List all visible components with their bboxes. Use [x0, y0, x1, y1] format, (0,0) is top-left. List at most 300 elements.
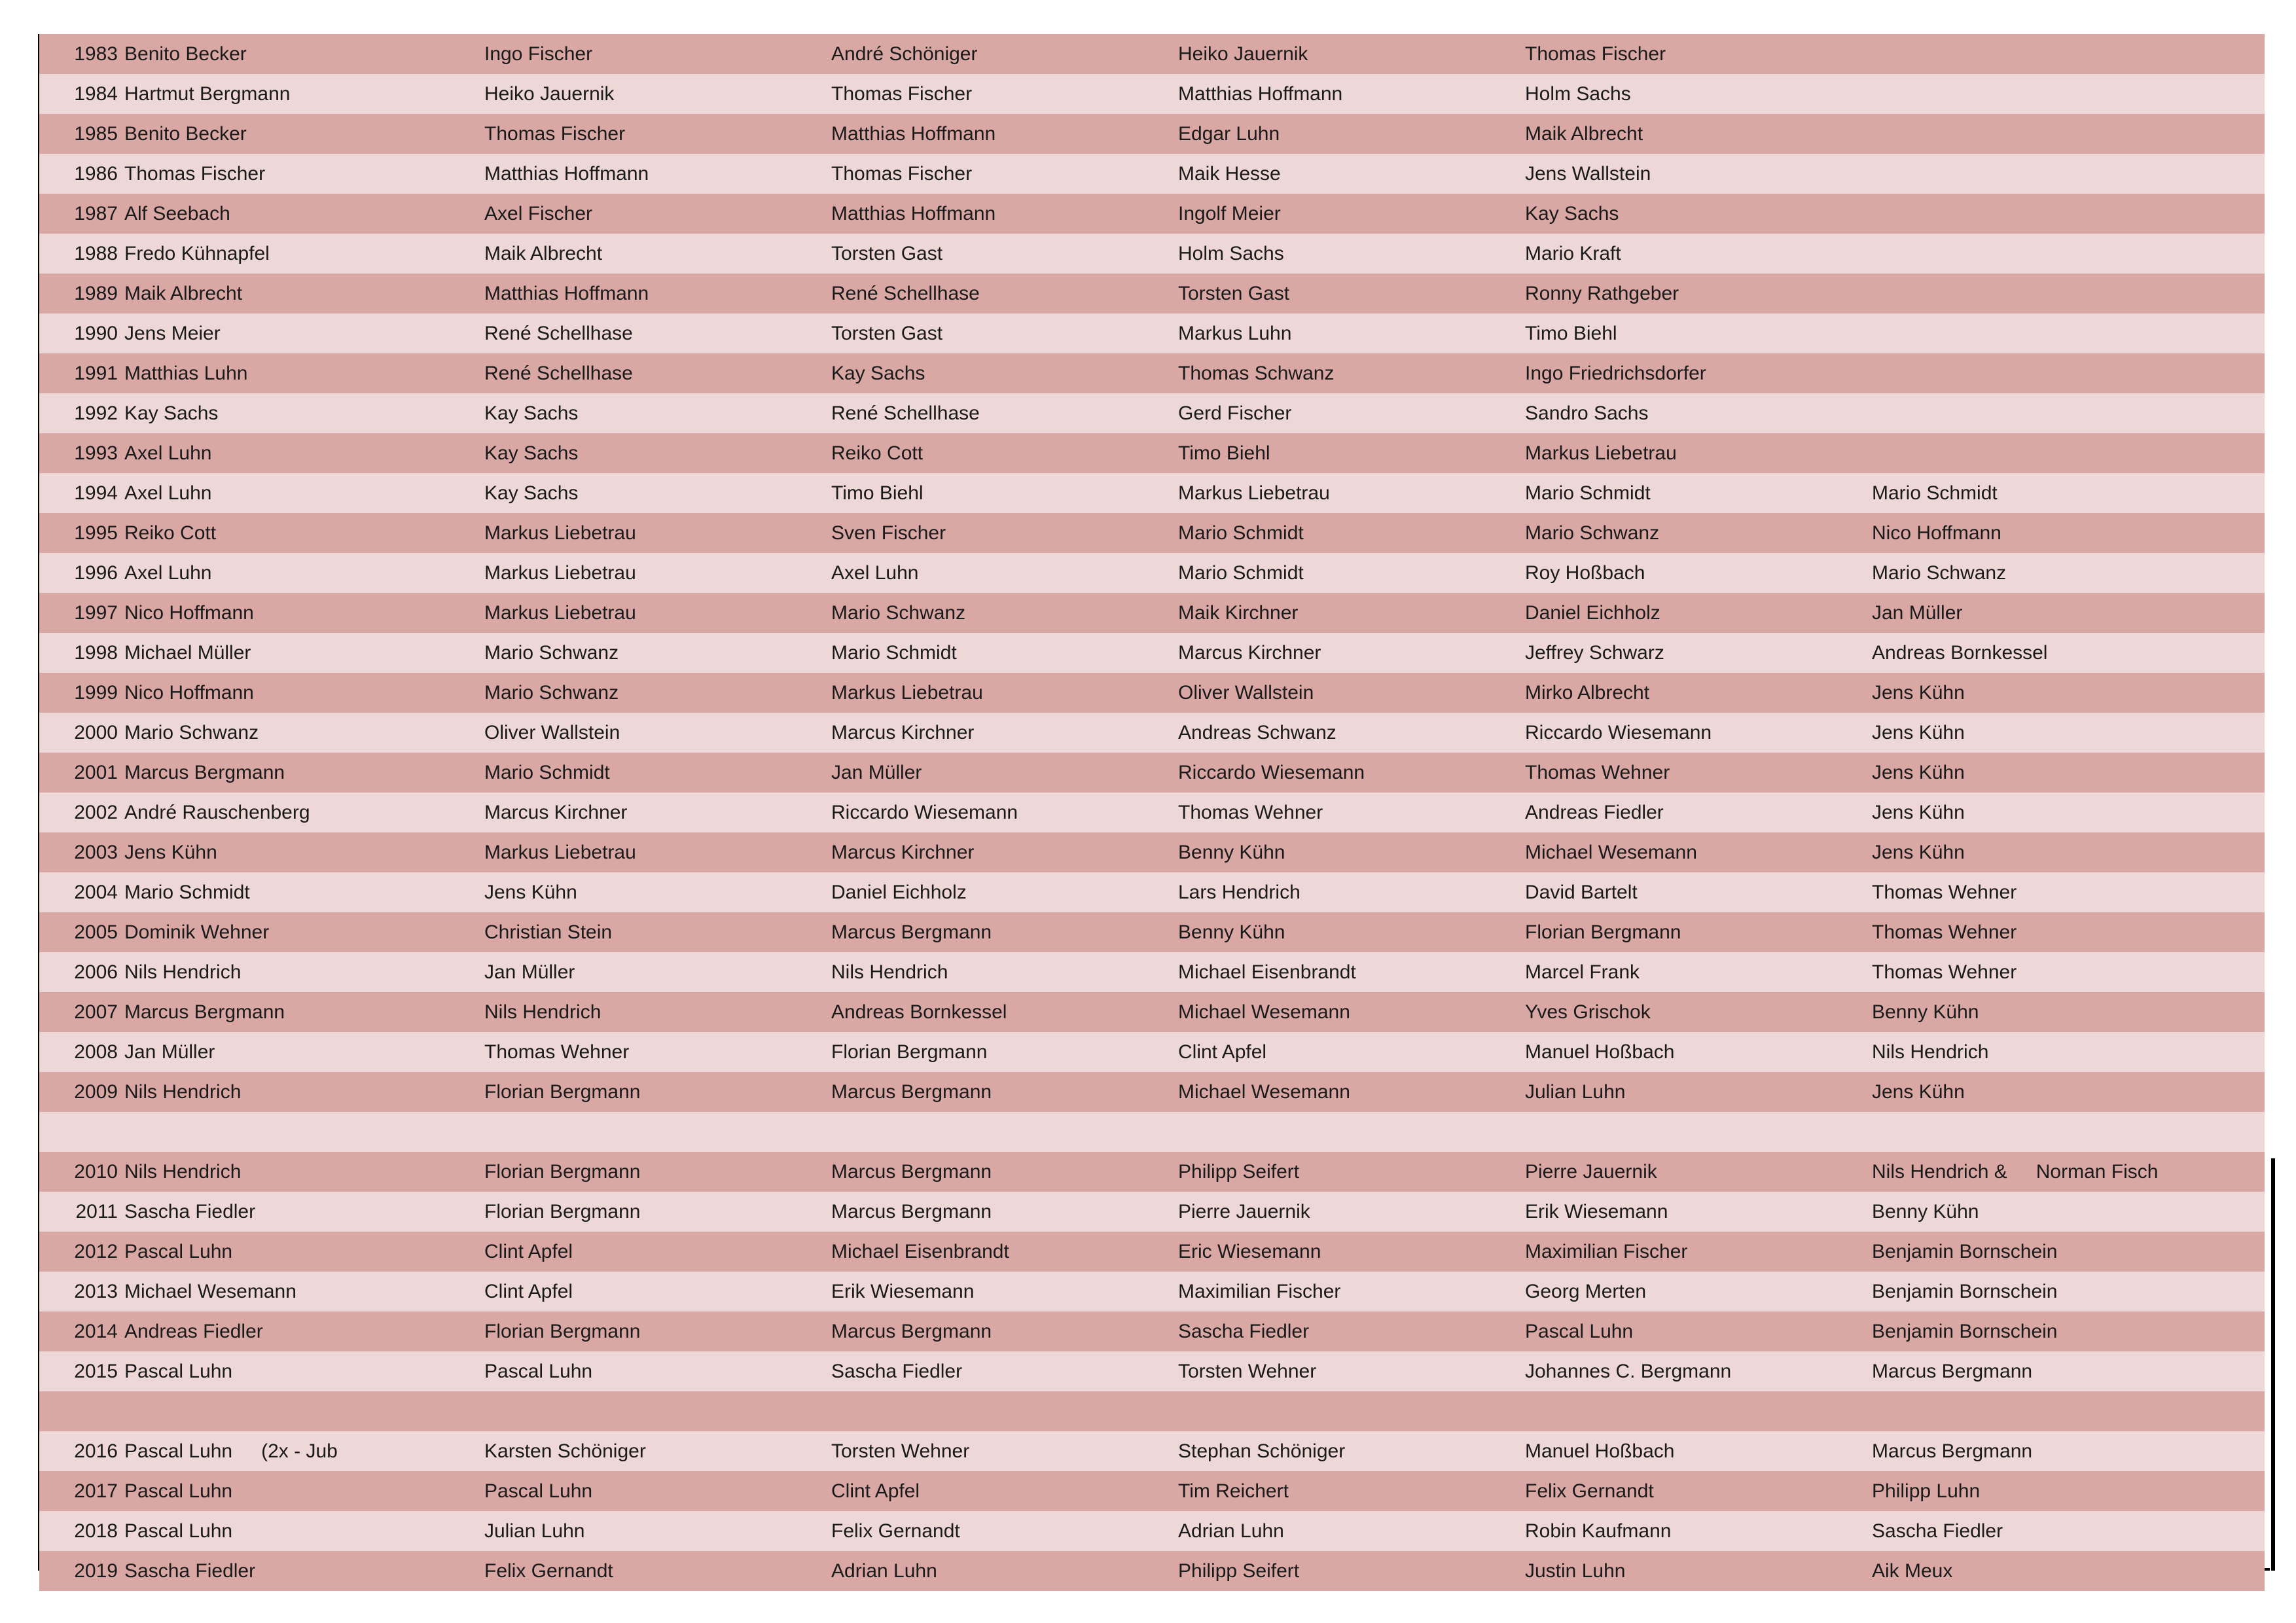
- cell-place-4: Markus Liebetrau: [1172, 473, 1518, 513]
- cell-place-5: Felix Gernandt: [1518, 1471, 1865, 1511]
- cell-place-1: Axel Luhn: [118, 553, 478, 593]
- cell-place-1: Nils Hendrich: [118, 1072, 478, 1112]
- results-table: [39, 34, 2265, 1591]
- cell-place-5: Mario Schmidt: [1518, 473, 1865, 513]
- cell-place-6: Jens Kühn: [1865, 673, 2265, 713]
- cell-place-5: David Bartelt: [1518, 872, 1865, 912]
- cell-place-1: Axel Luhn: [118, 433, 478, 473]
- cell-year: 1983: [39, 34, 118, 74]
- cell-place-4: Clint Apfel: [1172, 1032, 1518, 1072]
- table-row: [39, 633, 2265, 673]
- cell-place-4: Andreas Schwanz: [1172, 713, 1518, 753]
- table-row: [39, 274, 2265, 313]
- cell-place-6: Nico Hoffmann: [1865, 513, 2265, 553]
- cell-place-4: Edgar Luhn: [1172, 114, 1518, 154]
- cell-place-2: Pascal Luhn: [478, 1351, 825, 1391]
- cell-place-3: Kay Sachs: [825, 353, 1172, 393]
- cell-place-2: Florian Bergmann: [478, 1072, 825, 1112]
- table-row: [39, 234, 2265, 274]
- cell-place-3: Riccardo Wiesemann: [825, 793, 1172, 832]
- cell-place-4: Philipp Seifert: [1172, 1551, 1518, 1591]
- cell-place-3: Torsten Gast: [825, 313, 1172, 353]
- table-row: [39, 34, 2265, 74]
- cell-place-5: Mario Kraft: [1518, 234, 1865, 274]
- cell-place-5: Michael Wesemann: [1518, 832, 1865, 872]
- cell-place-3: Marcus Bergmann: [825, 1152, 1172, 1192]
- cell-place-1: Pascal Luhn: [118, 1232, 478, 1272]
- table-row: [39, 1351, 2265, 1391]
- results-table-container: [39, 34, 2265, 1591]
- cell-place-2: Kay Sachs: [478, 393, 825, 433]
- cell-place-5: Georg Merten: [1518, 1272, 1865, 1311]
- cell-place-6: Benny Kühn: [1865, 1192, 2265, 1232]
- cell-place-4: Sascha Fiedler: [1172, 1311, 1518, 1351]
- cell-place-1: Pascal Luhn: [118, 1511, 478, 1551]
- cell-place-4: Maximilian Fischer: [1172, 1272, 1518, 1311]
- cell-place-6: Aik Meux: [1865, 1551, 2265, 1591]
- table-row: [39, 952, 2265, 992]
- cell-place-3: Nils Hendrich: [825, 952, 1172, 992]
- cell-place-1: Benito Becker: [118, 34, 478, 74]
- cell-place-3: René Schellhase: [825, 393, 1172, 433]
- table-row: [39, 313, 2265, 353]
- cell-year: 2009: [39, 1072, 118, 1112]
- cell-place-2: Nils Hendrich: [478, 992, 825, 1032]
- cell-place-5: Riccardo Wiesemann: [1518, 713, 1865, 753]
- cell-place-2: Maik Albrecht: [478, 234, 825, 274]
- cell-place-3: Clint Apfel: [825, 1471, 1172, 1511]
- cell-year: 1997: [39, 593, 118, 633]
- cell-place-1: Thomas Fischer: [118, 154, 478, 194]
- cell-place-3: Reiko Cott: [825, 433, 1172, 473]
- table-row: [39, 1272, 2265, 1311]
- cell-year: 1996: [39, 553, 118, 593]
- cell-place-3: Mario Schmidt: [825, 633, 1172, 673]
- cell-place-4: Benny Kühn: [1172, 832, 1518, 872]
- cell-place-5: Kay Sachs: [1518, 194, 1865, 234]
- cell-place-5: Justin Luhn: [1518, 1551, 1865, 1591]
- cell-place-2: Christian Stein: [478, 912, 825, 952]
- cell-place-2: Florian Bergmann: [478, 1192, 825, 1232]
- cell-place-5: Roy Hoßbach: [1518, 553, 1865, 593]
- results-table-body: [39, 34, 2265, 1591]
- cell-place-2: [478, 1391, 825, 1431]
- cell-place-2: Florian Bergmann: [478, 1152, 825, 1192]
- cell-place-2: Markus Liebetrau: [478, 832, 825, 872]
- cell-place-1: Dominik Wehner: [118, 912, 478, 952]
- cell-place-5: Andreas Fiedler: [1518, 793, 1865, 832]
- cell-place-6: Jens Kühn: [1865, 753, 2265, 793]
- cell-place-3: Matthias Hoffmann: [825, 114, 1172, 154]
- cell-place-1: Nico Hoffmann: [118, 673, 478, 713]
- cell-place-3: Felix Gernandt: [825, 1511, 1172, 1551]
- cell-place-1: Sascha Fiedler: [118, 1551, 478, 1591]
- cell-place-1: Kay Sachs: [118, 393, 478, 433]
- table-row: [39, 1152, 2265, 1192]
- cell-place-6: [1865, 114, 2265, 154]
- table-row: [39, 992, 2265, 1032]
- cell-place-5: Maik Albrecht: [1518, 114, 1865, 154]
- cell-place-2: Oliver Wallstein: [478, 713, 825, 753]
- cell-place-4: Gerd Fischer: [1172, 393, 1518, 433]
- cell-place-1: Nils Hendrich: [118, 1152, 478, 1192]
- cell-year: 2015: [39, 1351, 118, 1391]
- cell-place-6: [1865, 234, 2265, 274]
- cell-place-6: Marcus Bergmann: [1865, 1431, 2265, 1471]
- cell-place-5: Holm Sachs: [1518, 74, 1865, 114]
- cell-place-5: Thomas Fischer: [1518, 34, 1865, 74]
- cell-place-6: Philipp Luhn: [1865, 1471, 2265, 1511]
- table-row: [39, 353, 2265, 393]
- cell-place-5: Julian Luhn: [1518, 1072, 1865, 1112]
- cell-place-3: Marcus Bergmann: [825, 912, 1172, 952]
- cell-year: 2010: [39, 1152, 118, 1192]
- cell-place-2: René Schellhase: [478, 313, 825, 353]
- cell-place-1: Pascal Luhn (2x - Jub: [118, 1431, 478, 1471]
- cell-place-2: Clint Apfel: [478, 1272, 825, 1311]
- cell-place-2: Ingo Fischer: [478, 34, 825, 74]
- cell-place-6: [1865, 393, 2265, 433]
- table-row: [39, 753, 2265, 793]
- cell-place-2: Mario Schmidt: [478, 753, 825, 793]
- cell-place-2: Julian Luhn: [478, 1511, 825, 1551]
- cell-place-3: Florian Bergmann: [825, 1032, 1172, 1072]
- cell-place-4: Michael Eisenbrandt: [1172, 952, 1518, 992]
- cell-year: 2005: [39, 912, 118, 952]
- cell-place-5: Daniel Eichholz: [1518, 593, 1865, 633]
- cell-place-1: Michael Wesemann: [118, 1272, 478, 1311]
- cell-place-6: Nils Hendrich & Norman Fisch: [1865, 1152, 2265, 1192]
- cell-year: 1992: [39, 393, 118, 433]
- cell-place-4: Stephan Schöniger: [1172, 1431, 1518, 1471]
- cell-place-4: Michael Wesemann: [1172, 992, 1518, 1032]
- cell-place-1: [118, 1112, 478, 1152]
- cell-place-4: Philipp Seifert: [1172, 1152, 1518, 1192]
- table-row: [39, 473, 2265, 513]
- cell-place-5: Ingo Friedrichsdorfer: [1518, 353, 1865, 393]
- cell-year: 2002: [39, 793, 118, 832]
- cell-place-1: Benito Becker: [118, 114, 478, 154]
- cell-place-6: [1865, 34, 2265, 74]
- cell-place-2: Kay Sachs: [478, 473, 825, 513]
- cell-place-5: Yves Grischok: [1518, 992, 1865, 1032]
- cell-year: 2008: [39, 1032, 118, 1072]
- cell-year: 1986: [39, 154, 118, 194]
- cell-place-2: René Schellhase: [478, 353, 825, 393]
- cell-place-2: Matthias Hoffmann: [478, 274, 825, 313]
- cell-place-6: [1865, 313, 2265, 353]
- cell-place-1: Axel Luhn: [118, 473, 478, 513]
- cell-place-2: Clint Apfel: [478, 1232, 825, 1272]
- cell-place-3: Andreas Bornkessel: [825, 992, 1172, 1032]
- cell-place-5: Sandro Sachs: [1518, 393, 1865, 433]
- cell-place-3: Adrian Luhn: [825, 1551, 1172, 1591]
- table-row: [39, 513, 2265, 553]
- cell-place-3: Marcus Bergmann: [825, 1072, 1172, 1112]
- cell-place-2: Kay Sachs: [478, 433, 825, 473]
- cell-place-1: [118, 1391, 478, 1431]
- cell-year: 2007: [39, 992, 118, 1032]
- cell-place-3: Matthias Hoffmann: [825, 194, 1172, 234]
- cell-place-6: Sascha Fiedler: [1865, 1511, 2265, 1551]
- cell-place-5: Jeffrey Schwarz: [1518, 633, 1865, 673]
- cell-place-2: Thomas Wehner: [478, 1032, 825, 1072]
- cell-place-4: Maik Kirchner: [1172, 593, 1518, 633]
- cell-place-4: Lars Hendrich: [1172, 872, 1518, 912]
- cell-year: 2019: [39, 1551, 118, 1591]
- cell-place-4: Thomas Schwanz: [1172, 353, 1518, 393]
- table-row: [39, 433, 2265, 473]
- cell-place-4: [1172, 1391, 1518, 1431]
- cell-place-3: Timo Biehl: [825, 473, 1172, 513]
- cell-place-5: Florian Bergmann: [1518, 912, 1865, 952]
- table-row: [39, 1072, 2265, 1112]
- table-row: [39, 1232, 2265, 1272]
- table-row: [39, 1551, 2265, 1591]
- cell-year: 1987: [39, 194, 118, 234]
- cell-place-2: Mario Schwanz: [478, 673, 825, 713]
- cell-year: 1998: [39, 633, 118, 673]
- cell-place-2: Florian Bergmann: [478, 1311, 825, 1351]
- cell-place-4: Pierre Jauernik: [1172, 1192, 1518, 1232]
- cell-place-5: Pierre Jauernik: [1518, 1152, 1865, 1192]
- cell-place-1: Alf Seebach: [118, 194, 478, 234]
- cell-place-2: Axel Fischer: [478, 194, 825, 234]
- cell-place-6: [1865, 74, 2265, 114]
- cell-place-5: Thomas Wehner: [1518, 753, 1865, 793]
- cell-year: 1990: [39, 313, 118, 353]
- cell-place-3: Torsten Gast: [825, 234, 1172, 274]
- cell-place-6: Benjamin Bornschein: [1865, 1272, 2265, 1311]
- cell-place-6: Mario Schwanz: [1865, 553, 2265, 593]
- cell-place-3: [825, 1112, 1172, 1152]
- cell-place-4: Marcus Kirchner: [1172, 633, 1518, 673]
- table-row: [39, 1112, 2265, 1152]
- cell-place-6: Jens Kühn: [1865, 713, 2265, 753]
- cell-place-6: Thomas Wehner: [1865, 872, 2265, 912]
- cell-place-6: Benjamin Bornschein: [1865, 1311, 2265, 1351]
- cell-place-4: Maik Hesse: [1172, 154, 1518, 194]
- table-row: [39, 553, 2265, 593]
- cell-place-4: Benny Kühn: [1172, 912, 1518, 952]
- table-row: [39, 74, 2265, 114]
- cell-place-4: Tim Reichert: [1172, 1471, 1518, 1511]
- cell-year: 2018: [39, 1511, 118, 1551]
- table-row: [39, 832, 2265, 872]
- table-row: [39, 872, 2265, 912]
- cell-place-4: Thomas Wehner: [1172, 793, 1518, 832]
- cell-place-1: Jens Meier: [118, 313, 478, 353]
- cell-place-3: Marcus Bergmann: [825, 1311, 1172, 1351]
- cell-year: 2016: [39, 1431, 118, 1471]
- cell-year: 2006: [39, 952, 118, 992]
- cell-place-1: Marcus Bergmann: [118, 992, 478, 1032]
- cell-place-3: Thomas Fischer: [825, 154, 1172, 194]
- cell-place-6: Benjamin Bornschein: [1865, 1232, 2265, 1272]
- cell-place-4: Ingolf Meier: [1172, 194, 1518, 234]
- cell-place-2: Matthias Hoffmann: [478, 154, 825, 194]
- cell-place-3: Daniel Eichholz: [825, 872, 1172, 912]
- cell-year: 1985: [39, 114, 118, 154]
- table-row: [39, 713, 2265, 753]
- cell-place-2: [478, 1112, 825, 1152]
- cell-place-6: Marcus Bergmann: [1865, 1351, 2265, 1391]
- cell-place-6: [1865, 154, 2265, 194]
- cell-place-5: Marcel Frank: [1518, 952, 1865, 992]
- cell-place-2: Marcus Kirchner: [478, 793, 825, 832]
- table-row: [39, 393, 2265, 433]
- cell-place-1: Sascha Fiedler: [118, 1192, 478, 1232]
- cell-place-4: Markus Luhn: [1172, 313, 1518, 353]
- cell-place-4: Riccardo Wiesemann: [1172, 753, 1518, 793]
- cell-place-2: Heiko Jauernik: [478, 74, 825, 114]
- cell-place-1: Jan Müller: [118, 1032, 478, 1072]
- cell-place-1: Reiko Cott: [118, 513, 478, 553]
- cell-place-6: Jan Müller: [1865, 593, 2265, 633]
- cell-place-5: Maximilian Fischer: [1518, 1232, 1865, 1272]
- cell-secondary-name: Norman Fisch: [2036, 1160, 2159, 1183]
- cell-note: (2x - Jub: [261, 1440, 338, 1462]
- cell-place-5: Mario Schwanz: [1518, 513, 1865, 553]
- cell-place-2: Markus Liebetrau: [478, 513, 825, 553]
- cell-place-6: [1865, 433, 2265, 473]
- cell-place-5: Robin Kaufmann: [1518, 1511, 1865, 1551]
- cell-place-4: Holm Sachs: [1172, 234, 1518, 274]
- cell-place-1: Maik Albrecht: [118, 274, 478, 313]
- cell-place-5: Manuel Hoßbach: [1518, 1032, 1865, 1072]
- table-row: [39, 1471, 2265, 1511]
- cell-place-4: Michael Wesemann: [1172, 1072, 1518, 1112]
- cell-place-2: Thomas Fischer: [478, 114, 825, 154]
- cell-place-3: Markus Liebetrau: [825, 673, 1172, 713]
- table-row: [39, 1192, 2265, 1232]
- cell-place-6: Benny Kühn: [1865, 992, 2265, 1032]
- cell-place-4: [1172, 1112, 1518, 1152]
- cell-place-3: André Schöniger: [825, 34, 1172, 74]
- cell-place-6: Jens Kühn: [1865, 832, 2265, 872]
- table-row: [39, 154, 2265, 194]
- cell-place-3: Axel Luhn: [825, 553, 1172, 593]
- cell-place-4: Timo Biehl: [1172, 433, 1518, 473]
- cell-place-5: Johannes C. Bergmann: [1518, 1351, 1865, 1391]
- cell-year: 2003: [39, 832, 118, 872]
- cell-place-3: Marcus Kirchner: [825, 713, 1172, 753]
- cell-place-1: Andreas Fiedler: [118, 1311, 478, 1351]
- cell-year: 1993: [39, 433, 118, 473]
- cell-place-6: Mario Schmidt: [1865, 473, 2265, 513]
- cell-place-5: Erik Wiesemann: [1518, 1192, 1865, 1232]
- cell-place-6: [1865, 1112, 2265, 1152]
- cell-place-5: Manuel Hoßbach: [1518, 1431, 1865, 1471]
- table-row: [39, 1391, 2265, 1431]
- cell-place-6: Jens Kühn: [1865, 1072, 2265, 1112]
- cell-place-6: Thomas Wehner: [1865, 912, 2265, 952]
- cell-place-3: [825, 1391, 1172, 1431]
- cell-place-5: Ronny Rathgeber: [1518, 274, 1865, 313]
- cell-place-6: [1865, 1391, 2265, 1431]
- table-row: [39, 114, 2265, 154]
- cell-year: 1991: [39, 353, 118, 393]
- cell-place-2: Markus Liebetrau: [478, 593, 825, 633]
- table-row: [39, 673, 2265, 713]
- cell-year: [39, 1112, 118, 1152]
- cell-year: 1988: [39, 234, 118, 274]
- table-right-border-lower: [2271, 1158, 2275, 1571]
- cell-place-3: Erik Wiesemann: [825, 1272, 1172, 1311]
- cell-place-5: Timo Biehl: [1518, 313, 1865, 353]
- cell-year: 1984: [39, 74, 118, 114]
- table-row: [39, 194, 2265, 234]
- cell-place-2: Felix Gernandt: [478, 1551, 825, 1591]
- cell-place-5: Pascal Luhn: [1518, 1311, 1865, 1351]
- cell-place-6: [1865, 274, 2265, 313]
- cell-place-3: Jan Müller: [825, 753, 1172, 793]
- cell-place-1: Marcus Bergmann: [118, 753, 478, 793]
- cell-year: 1999: [39, 673, 118, 713]
- cell-place-3: Sven Fischer: [825, 513, 1172, 553]
- cell-place-6: Jens Kühn: [1865, 793, 2265, 832]
- cell-place-2: Pascal Luhn: [478, 1471, 825, 1511]
- table-row: [39, 593, 2265, 633]
- cell-place-1: Mario Schmidt: [118, 872, 478, 912]
- cell-place-1: André Rauschenberg: [118, 793, 478, 832]
- cell-place-2: Markus Liebetrau: [478, 553, 825, 593]
- cell-place-3: Marcus Kirchner: [825, 832, 1172, 872]
- cell-place-5: Jens Wallstein: [1518, 154, 1865, 194]
- cell-place-1: Mario Schwanz: [118, 713, 478, 753]
- cell-place-4: Eric Wiesemann: [1172, 1232, 1518, 1272]
- cell-place-2: Jens Kühn: [478, 872, 825, 912]
- cell-place-6: [1865, 194, 2265, 234]
- table-row: [39, 1311, 2265, 1351]
- table-row: [39, 912, 2265, 952]
- cell-place-4: Matthias Hoffmann: [1172, 74, 1518, 114]
- cell-year: 1994: [39, 473, 118, 513]
- cell-place-1: Pascal Luhn: [118, 1471, 478, 1511]
- cell-place-3: Thomas Fischer: [825, 74, 1172, 114]
- table-row: [39, 1511, 2265, 1551]
- cell-place-3: Mario Schwanz: [825, 593, 1172, 633]
- cell-place-5: [1518, 1391, 1865, 1431]
- cell-year: 2017: [39, 1471, 118, 1511]
- cell-year: 1989: [39, 274, 118, 313]
- cell-year: 2011: [39, 1192, 118, 1232]
- cell-place-4: Torsten Gast: [1172, 274, 1518, 313]
- cell-place-1: Fredo Kühnapfel: [118, 234, 478, 274]
- cell-place-5: Mirko Albrecht: [1518, 673, 1865, 713]
- cell-place-3: René Schellhase: [825, 274, 1172, 313]
- cell-place-6: Thomas Wehner: [1865, 952, 2265, 992]
- cell-place-3: Marcus Bergmann: [825, 1192, 1172, 1232]
- cell-place-2: Karsten Schöniger: [478, 1431, 825, 1471]
- cell-year: 2001: [39, 753, 118, 793]
- cell-place-1: Jens Kühn: [118, 832, 478, 872]
- cell-year: 2000: [39, 713, 118, 753]
- cell-place-6: Nils Hendrich: [1865, 1032, 2265, 1072]
- cell-place-3: Sascha Fiedler: [825, 1351, 1172, 1391]
- cell-year: 2013: [39, 1272, 118, 1311]
- cell-year: 2012: [39, 1232, 118, 1272]
- table-row: [39, 1431, 2265, 1471]
- cell-place-4: Heiko Jauernik: [1172, 34, 1518, 74]
- cell-place-5: Markus Liebetrau: [1518, 433, 1865, 473]
- cell-place-6: [1865, 353, 2265, 393]
- cell-place-4: Oliver Wallstein: [1172, 673, 1518, 713]
- cell-place-3: Michael Eisenbrandt: [825, 1232, 1172, 1272]
- cell-place-5: [1518, 1112, 1865, 1152]
- cell-place-1: Matthias Luhn: [118, 353, 478, 393]
- cell-place-4: Adrian Luhn: [1172, 1511, 1518, 1551]
